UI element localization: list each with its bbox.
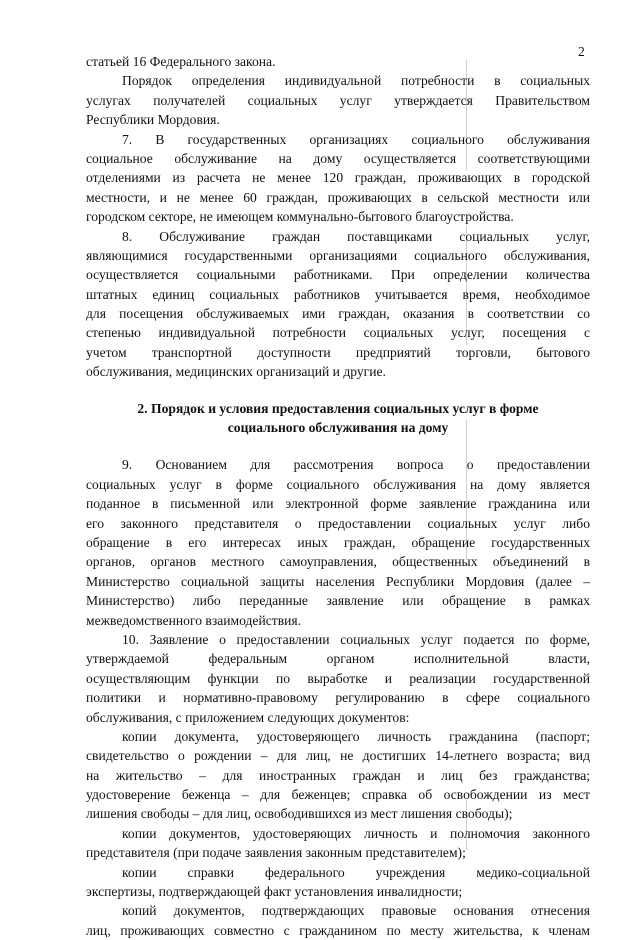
paragraph-item-10 [86, 630, 590, 727]
document-body [86, 52, 590, 940]
text-line: Министерство) либо переданные заявление или обращение в рамках [86, 593, 590, 609]
text-line: 7. В государственных организациях социального обслуживания [122, 131, 590, 147]
text-line: поданное в письменной или электронной форме заявление гражданина или [86, 496, 590, 512]
text-line: обслуживания, медицинских организаций и другие. [86, 364, 386, 380]
spacer [86, 382, 590, 399]
text-line: Порядок определения индивидуальной потребности в социальных [122, 73, 590, 89]
text-line: учетом транспортной доступности предприятий торговли, бытового [86, 344, 590, 360]
text-line: осуществляющим функции по выработке и реализации государственной [86, 670, 590, 686]
text-line: межведомственного взаимодействия. [86, 612, 302, 628]
text-line: обслуживания, с приложением следующих документов: [86, 709, 410, 725]
paragraph-family-docs [86, 901, 590, 940]
text-line: органов, органов местного самоуправления, общественных объединений в [86, 554, 590, 570]
spacer [86, 437, 590, 455]
text-line: утверждаемой федеральным органом исполнительной власти, [86, 651, 590, 667]
section-heading [86, 399, 590, 438]
text-line: лиц, проживающих совместно с гражданином по месту жительства, к членам [86, 922, 590, 938]
text-line: политики и нормативно-правовому регулированию в сфере социального [86, 690, 590, 706]
text-line: услугах получателей социальных услуг утверждается Правительством [86, 92, 590, 108]
text-line: лишения свободы – для лиц, освободившихся из мест лишения свободы); [86, 806, 513, 822]
text-line: его законного представителя о предоставлении социальных услуг либо [86, 515, 590, 531]
paragraph-identity-docs [86, 727, 590, 824]
text-line: являющимися государственными организациями социального обслуживания, [86, 247, 590, 263]
paragraph-item-9 [86, 455, 590, 630]
text-line: 9. Основанием для рассмотрения вопроса о предоставлении [122, 457, 590, 473]
text-line: отделениями из расчета не менее 120 граждан, проживающих в городской [86, 170, 590, 186]
text-line: осуществляется социальными работниками. При определении количества [86, 267, 590, 283]
text-line: свидетельство о рождении – для лиц, не достигших 14-летнего возраста; вид [86, 748, 590, 764]
text-line: Министерство социальной защиты населения Республики Мордовия (далее – [86, 573, 590, 589]
paragraph-disability-docs [86, 863, 590, 902]
text-line: на жительство – для иностранных граждан и лиц без гражданства; [86, 767, 590, 783]
paragraph-need-procedure [86, 71, 590, 129]
text-line: социальных услуг в форме социального обслуживания на дому является [86, 476, 590, 492]
text-line: 8. Обслуживание граждан поставщиками социальных услуг, [122, 228, 590, 244]
text-line: 10. Заявление о предоставлении социальных услуг подается по форме, [122, 631, 590, 647]
text-line: статьей 16 Федерального закона. [86, 54, 276, 69]
text-line: штатных единиц социальных работников учитывается время, необходимое [86, 286, 590, 302]
heading-line: социального обслуживания на дому [227, 420, 449, 436]
text-line: социальное обслуживание на дому осуществляется соответствующими [86, 150, 590, 166]
text-line: представителя (при подаче заявления законным представителем); [86, 845, 466, 861]
text-line: экспертизы, подтверждающей факт установления инвалидности; [86, 884, 463, 900]
text-line: копий документов, подтверждающих правовые основания отнесения [122, 903, 590, 919]
text-line: для посещения обслуживаемых ими граждан, оказания в соответствии со [86, 306, 590, 322]
text-line: копии документа, удостоверяющего личность гражданина (паспорт; [122, 728, 590, 744]
text-line: копии документов, удостоверяющих личность и полномочия законного [122, 825, 590, 841]
paragraph-item-7 [86, 130, 590, 227]
paragraph-continuation [86, 52, 590, 71]
text-line: степенью индивидуальной потребности социальных услуг, посещения с [86, 325, 590, 341]
text-line: обращение в его интересах иных граждан, обращение государственных [86, 534, 590, 550]
text-line: городском секторе, не имеющем коммунально-бытового благоустройства. [86, 209, 514, 225]
text-line: местности, и не менее 60 граждан, проживающих в сельской местности или [86, 189, 590, 205]
page-number: 2 [578, 44, 585, 59]
text-line: удостоверение беженца – для беженцев; справка об освобождении из мест [86, 787, 590, 803]
paragraph-item-8 [86, 227, 590, 382]
text-line: копии справки федерального учреждения медико-социальной [122, 864, 590, 880]
heading-line: 2. Порядок и условия предоставления социальных услуг в форме [137, 400, 539, 416]
text-line: Республики Мордовия. [86, 112, 220, 128]
paragraph-representative-docs [86, 824, 590, 863]
